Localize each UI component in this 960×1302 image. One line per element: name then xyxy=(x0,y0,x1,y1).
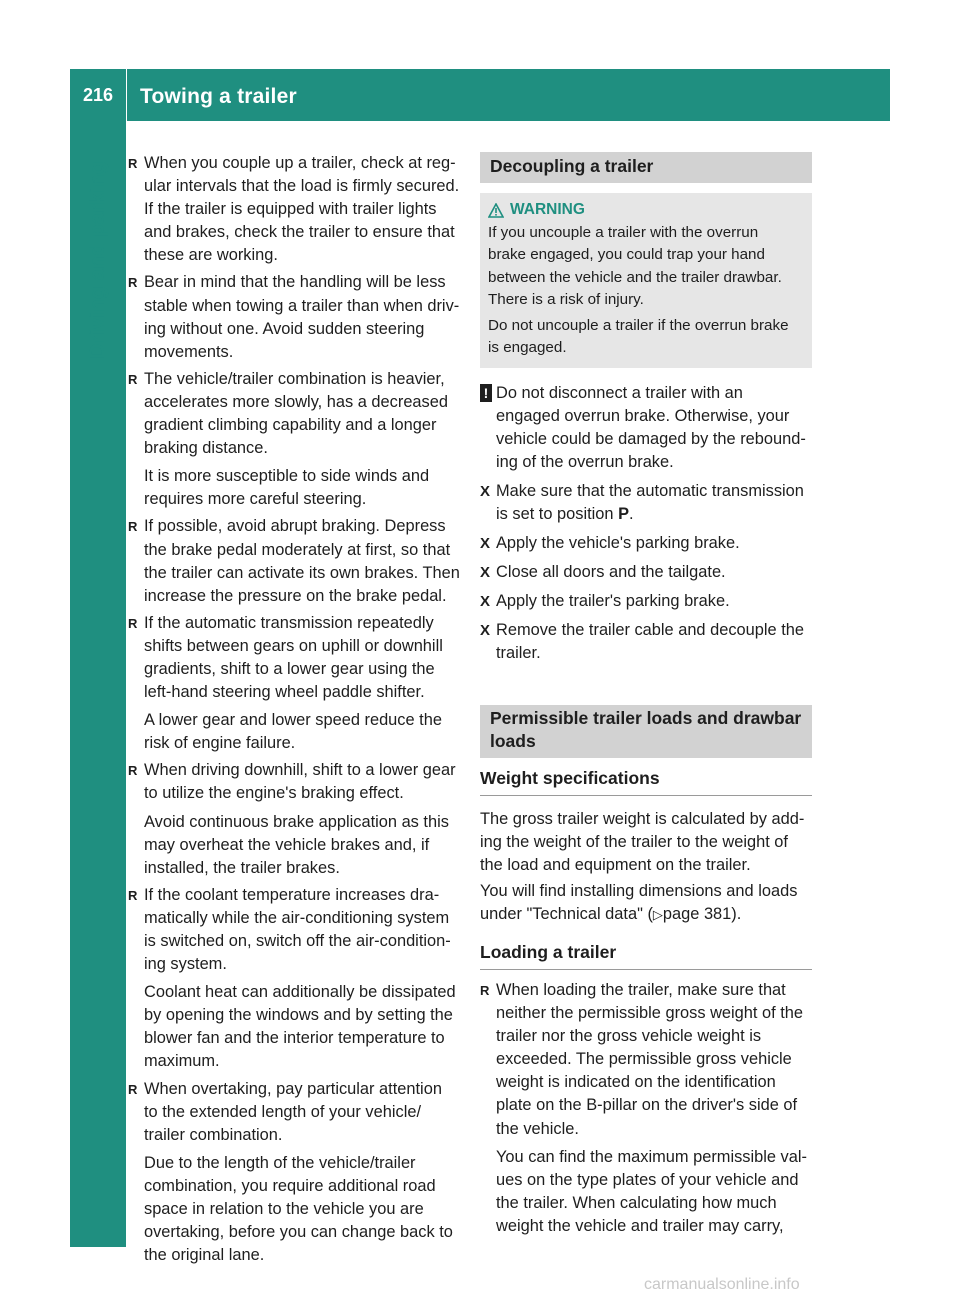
text-line: If the automatic transmission repeatedly xyxy=(144,613,434,632)
text-line: is engaged. xyxy=(488,339,567,356)
bullet-item xyxy=(128,1078,461,1268)
bullet-item xyxy=(128,884,461,1074)
text-line: A lower gear and lower speed reduce the xyxy=(144,711,442,730)
warning-title xyxy=(488,199,802,222)
step-tail: . xyxy=(629,504,634,523)
header-bar xyxy=(70,69,890,121)
heading-line: Permissible trailer loads and drawbar xyxy=(490,707,802,728)
exclamation-icon: ! xyxy=(480,384,492,402)
bullet-mark: R xyxy=(128,156,138,171)
text-line: engaged overrun brake. Otherwise, your xyxy=(496,406,790,425)
bullet-item xyxy=(128,368,461,512)
text-line: requires more careful steering. xyxy=(144,490,367,509)
text-line: ing system. xyxy=(144,955,227,974)
bullet-item xyxy=(128,612,461,756)
text-line xyxy=(496,561,812,584)
text-line: the load and equipment on the trailer. xyxy=(480,855,751,874)
text-line: Bear in mind that the handling will be less xyxy=(144,273,446,292)
left-column xyxy=(128,152,461,1267)
text-line: left-hand steering wheel paddle shifter. xyxy=(144,683,425,702)
text-line: If the trailer is equipped with trailer lights xyxy=(144,200,437,219)
page-reference-arrow-icon: ▷ xyxy=(652,906,663,922)
text-line: When driving downhill, shift to a lower gear xyxy=(144,761,456,780)
text-line: maximum. xyxy=(144,1052,220,1071)
text-line: When overtaking, pay particular attention xyxy=(144,1079,442,1098)
text-line: Coolant heat can additionally be dissipated xyxy=(144,983,456,1002)
text-line: combination, you require additional road xyxy=(144,1176,436,1195)
text-line: to the extended length of your vehicle/ xyxy=(144,1102,422,1121)
text-line: You can find the maximum permissible val- xyxy=(496,1147,807,1166)
page-reference: page 381). xyxy=(662,904,742,923)
text-line: If possible, avoid abrupt braking. Depress xyxy=(144,517,446,536)
text-line: gradient climbing capability and a longer xyxy=(144,416,437,435)
step-text: is set to position xyxy=(496,504,619,523)
text-line: Avoid continuous brake application as this xyxy=(144,812,449,831)
text-line: accelerates more slowly, has a decreased xyxy=(144,392,448,411)
text-line: When you couple up a trailer, check at reg- xyxy=(144,154,456,172)
text-line: installed, the trailer brakes. xyxy=(144,858,340,877)
text-line: vehicle could be damaged by the rebound- xyxy=(496,429,806,448)
side-tab-label: Driving and parking xyxy=(86,161,109,359)
text-line: weight is indicated on the identification xyxy=(496,1073,776,1092)
text-line: to utilize the engine's braking effect. xyxy=(144,784,404,803)
bullet-item xyxy=(128,515,461,607)
text-line: Do not uncouple a trailer if the overrun brake xyxy=(488,316,789,334)
subheading-loading: Loading a trailer xyxy=(480,940,812,970)
header-divider xyxy=(126,69,127,121)
page-number: 216 xyxy=(82,85,114,105)
text-line: trailer combination. xyxy=(144,1125,283,1144)
text-line: the original lane. xyxy=(144,1246,265,1265)
text-line: brake engaged, you could trap your hand xyxy=(488,246,765,263)
text-line: ing of the overrun brake. xyxy=(496,452,674,471)
text-line: When loading the trailer, make sure that xyxy=(496,981,786,999)
bullet-mark: R xyxy=(128,1081,138,1097)
notice-item xyxy=(480,382,812,474)
bullet-item xyxy=(128,759,461,879)
warning-icon xyxy=(488,203,504,218)
text-line xyxy=(496,619,812,642)
instruction-step xyxy=(480,561,812,584)
text-line: If you uncouple a trailer with the overrun xyxy=(488,223,759,241)
text-line: It is more susceptible to side winds and xyxy=(144,467,430,486)
bullet-mark: R xyxy=(128,519,138,535)
warning-label: WARNING xyxy=(510,201,585,218)
text-line: risk of engine failure. xyxy=(144,734,296,753)
step-text: Close all doors and the tailgate. xyxy=(496,563,726,582)
text-span: under "Technical data" ( xyxy=(480,904,653,923)
text-line: exceeded. The permissible gross vehicle xyxy=(496,1050,792,1069)
text-line: matically while the air-conditioning system xyxy=(144,908,450,927)
text-line: braking distance. xyxy=(144,439,268,458)
text-line: and brakes, check the trailer to ensure that xyxy=(144,223,455,242)
bullet-subtext xyxy=(144,709,461,755)
step-arrow-icon: X xyxy=(480,593,491,611)
bullet-subtext xyxy=(144,1152,461,1267)
step-arrow-icon: X xyxy=(480,622,491,640)
step-arrow-icon: X xyxy=(480,535,491,553)
text-line: neither the permissible gross weight of the xyxy=(496,1004,804,1023)
instruction-step xyxy=(480,480,812,526)
text-line: If the coolant temperature increases dra- xyxy=(144,885,440,904)
bullet-item xyxy=(128,271,461,363)
text-line: blower fan and the interior temperature to xyxy=(144,1029,445,1048)
watermark: carmanualsonline.info xyxy=(644,1276,800,1293)
text-line: between the vehicle and the trailer drawbar. xyxy=(488,268,782,286)
paragraph xyxy=(480,808,812,877)
chapter-title: Towing a trailer xyxy=(140,85,297,108)
text-line: shifts between gears on uphill or downhill xyxy=(144,636,443,655)
bullet-subtext xyxy=(144,465,461,511)
instruction-step xyxy=(480,590,812,613)
instruction-step xyxy=(480,619,812,665)
text-line: space in relation to the vehicle you are xyxy=(144,1200,424,1219)
instruction-step xyxy=(480,532,812,555)
text-line: gradients, shift to a lower gear using the xyxy=(144,659,435,678)
text-line: the trailer. When calculating how much xyxy=(496,1193,777,1212)
text-line: The vehicle/trailer combination is heavier, xyxy=(144,369,445,388)
text-line xyxy=(496,590,812,613)
bullet-item xyxy=(480,979,812,1238)
section-heading-loads xyxy=(480,705,812,758)
bullet-subtext xyxy=(144,811,461,880)
text-line: these are working. xyxy=(144,246,278,265)
warning-instruction xyxy=(488,315,802,360)
text-line: plate on the B-pillar on the driver's side of xyxy=(496,1096,798,1115)
text-line xyxy=(496,503,812,526)
text-line: stable when towing a trailer than when driv- xyxy=(144,296,460,315)
text-line: Do not disconnect a trailer with an xyxy=(496,383,743,402)
step-text: Apply the trailer's parking brake. xyxy=(496,592,730,611)
bullet-item xyxy=(128,152,461,267)
step-text: Make sure that the automatic transmission xyxy=(496,481,804,500)
text-line: ular intervals that the load is firmly secured. xyxy=(144,177,460,196)
text-line xyxy=(480,903,812,926)
paragraph xyxy=(480,880,812,926)
heading-line: loads xyxy=(490,730,536,751)
bullet-mark: R xyxy=(128,763,138,779)
text-line: is switched on, switch off the air-condition- xyxy=(144,932,451,950)
bullet-mark: R xyxy=(128,887,138,903)
bullet-mark: R xyxy=(128,371,138,387)
text-line: weight the vehicle and trailer may carry, xyxy=(496,1216,784,1235)
text-line xyxy=(496,642,812,665)
text-line: the trailer can activate its own brakes. Then xyxy=(144,563,460,582)
text-line: There is a risk of injury. xyxy=(488,291,644,308)
text-line: the brake pedal moderately at first, so that xyxy=(144,540,451,559)
section-heading-decoupling: Decoupling a trailer xyxy=(480,152,812,183)
step-text: Remove the trailer cable and decouple the xyxy=(496,621,804,640)
bullet-mark: R xyxy=(480,983,490,998)
subheading-weight: Weight specifications xyxy=(480,766,812,796)
bullet-subtext xyxy=(144,981,461,1073)
text-line: the vehicle. xyxy=(496,1119,579,1138)
text-line: increase the pressure on the brake pedal. xyxy=(144,586,447,605)
text-line: trailer nor the gross vehicle weight is xyxy=(496,1027,762,1046)
text-line: ing without one. Avoid sudden steering xyxy=(144,319,425,338)
step-text: Apply the vehicle's parking brake. xyxy=(496,534,740,553)
text-line: You will find installing dimensions and loads xyxy=(480,881,798,900)
text-line: ing the weight of the trailer to the weight of xyxy=(480,832,788,851)
text-line: may overheat the vehicle brakes and, if xyxy=(144,835,430,854)
bullet-mark: R xyxy=(128,615,138,631)
step-arrow-icon: X xyxy=(480,482,491,500)
warning-text xyxy=(488,222,802,312)
text-line xyxy=(496,480,812,503)
right-column xyxy=(480,152,812,1238)
text-line: ues on the type plates of your vehicle and xyxy=(496,1170,799,1189)
bullet-subtext xyxy=(496,1146,812,1238)
step-text: trailer. xyxy=(496,644,541,663)
text-line xyxy=(496,532,812,555)
bullet-mark: R xyxy=(128,275,138,291)
text-line: by opening the windows and by setting the xyxy=(144,1006,453,1025)
text-line: movements. xyxy=(144,342,234,361)
text-line: overtaking, before you can change back to xyxy=(144,1223,453,1242)
text-line: Due to the length of the vehicle/trailer xyxy=(144,1153,416,1172)
position-p: P xyxy=(618,504,630,523)
step-arrow-icon: X xyxy=(480,564,491,582)
text-line: The gross trailer weight is calculated by add- xyxy=(480,809,805,828)
warning-box xyxy=(480,193,812,368)
